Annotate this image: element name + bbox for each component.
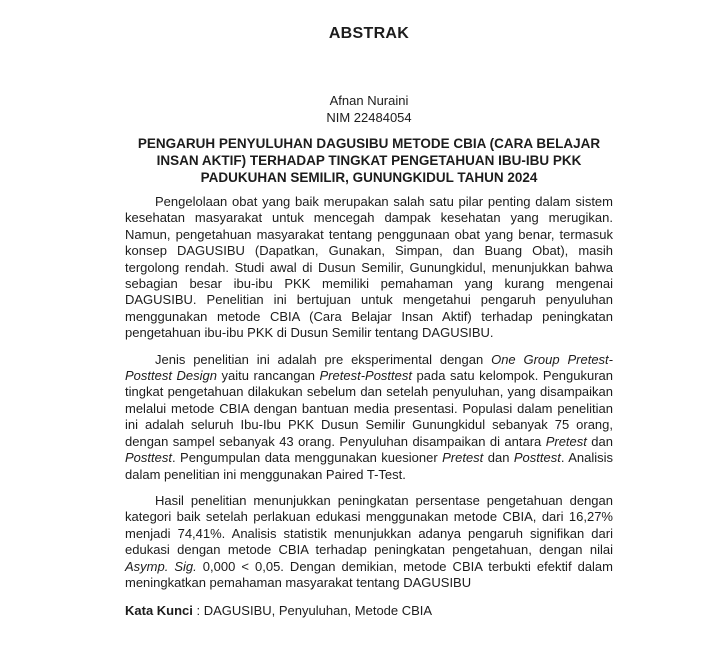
abstract-content [125, 24, 613, 620]
author-name: Afnan Nuraini [329, 93, 409, 108]
abstract-paragraph-3: Hasil penelitian menunjukkan peningkatan persentase pengetahuan dengan kategori baik setelah perlakuan edukasi menggunakan metode CBIA, dari 16,27% menjadi 74,41%. Analisis statistik menunjukkan adanya pengaruh signifikan dari edukasi dengan metode CBIA terhadap peningkatan pengetahuan, dengan nilai Asymp. Sig. 0,000 < 0,05. Dengan demikian, metode CBIA terbukti efektif dalam meningkatkan pemahaman masyarakat tentang DAGUSIBU [125, 492, 613, 590]
author-block [125, 93, 613, 126]
abstract-heading: ABSTRAK [328, 25, 410, 42]
keywords-line [125, 603, 613, 619]
keywords-text: DAGUSIBU, Penyuluhan, Metode CBIA [203, 603, 433, 619]
author-nim: NIM 22484054 [326, 109, 412, 125]
abstract-paragraph-1: Pengelolaan obat yang baik merupakan salah satu pilar penting dalam sistem kesehatan masyarakat untuk mencegah dampak kesehatan yang merugikan. Namun, pengetahuan masyarakat tentang penggunaan obat yang benar, termasuk konsep DAGUSIBU (Dapatkan, Gunakan, Simpan, dan Buang Obat), masih tergolong rendah. Studi awal di Dusun Semilir, Gunungkidul, menunjukkan bahwa sebagian besar ibu-ibu PKK memiliki pemahaman yang kurang mengenai DAGUSIBU. Penelitian ini bertujuan untuk mengetahui pengaruh penyuluhan menggunakan metode CBIA (Cara Belajar Insan Aktif) terhadap peningkatan pengetahuan ibu-ibu PKK di Dusun Semilir tentang DAGUSIBU. [125, 194, 613, 341]
keywords-separator: : [192, 603, 204, 619]
keywords-label: Kata Kunci [125, 603, 193, 619]
thesis-title: PENGARUH PENYULUHAN DAGUSIBU METODE CBIA (CARA BELAJAR INSAN AKTIF) TERHADAP TINGKAT PENGETAHUAN IBU-IBU PKK PADUKUHAN SEMILIR, GUNUNGKIDUL TAHUN 2024 [137, 136, 601, 185]
abstract-paragraph-2: Jenis penelitian ini adalah pre eksperimental dengan One Group Pretest-Posttest Design yaitu rancangan Pretest-Posttest pada satu kelompok. Pengukuran tingkat pengetahuan dilakukan sebelum dan setelah penyuluhan, yang disampaikan melalui metode CBIA dengan bantuan media presentasi. Populasi dalam penelitian ini adalah seluruh Ibu-Ibu PKK Dusun Semilir Gunungkidul sebanyak 75 orang, dengan sampel sebanyak 43 orang. Penyuluhan disampaikan di antara Pretest dan Posttest. Pengumpulan data menggunakan kuesioner Pretest dan Posttest. Analisis dalam penelitian ini menggunakan Paired T-Test. [125, 351, 614, 482]
